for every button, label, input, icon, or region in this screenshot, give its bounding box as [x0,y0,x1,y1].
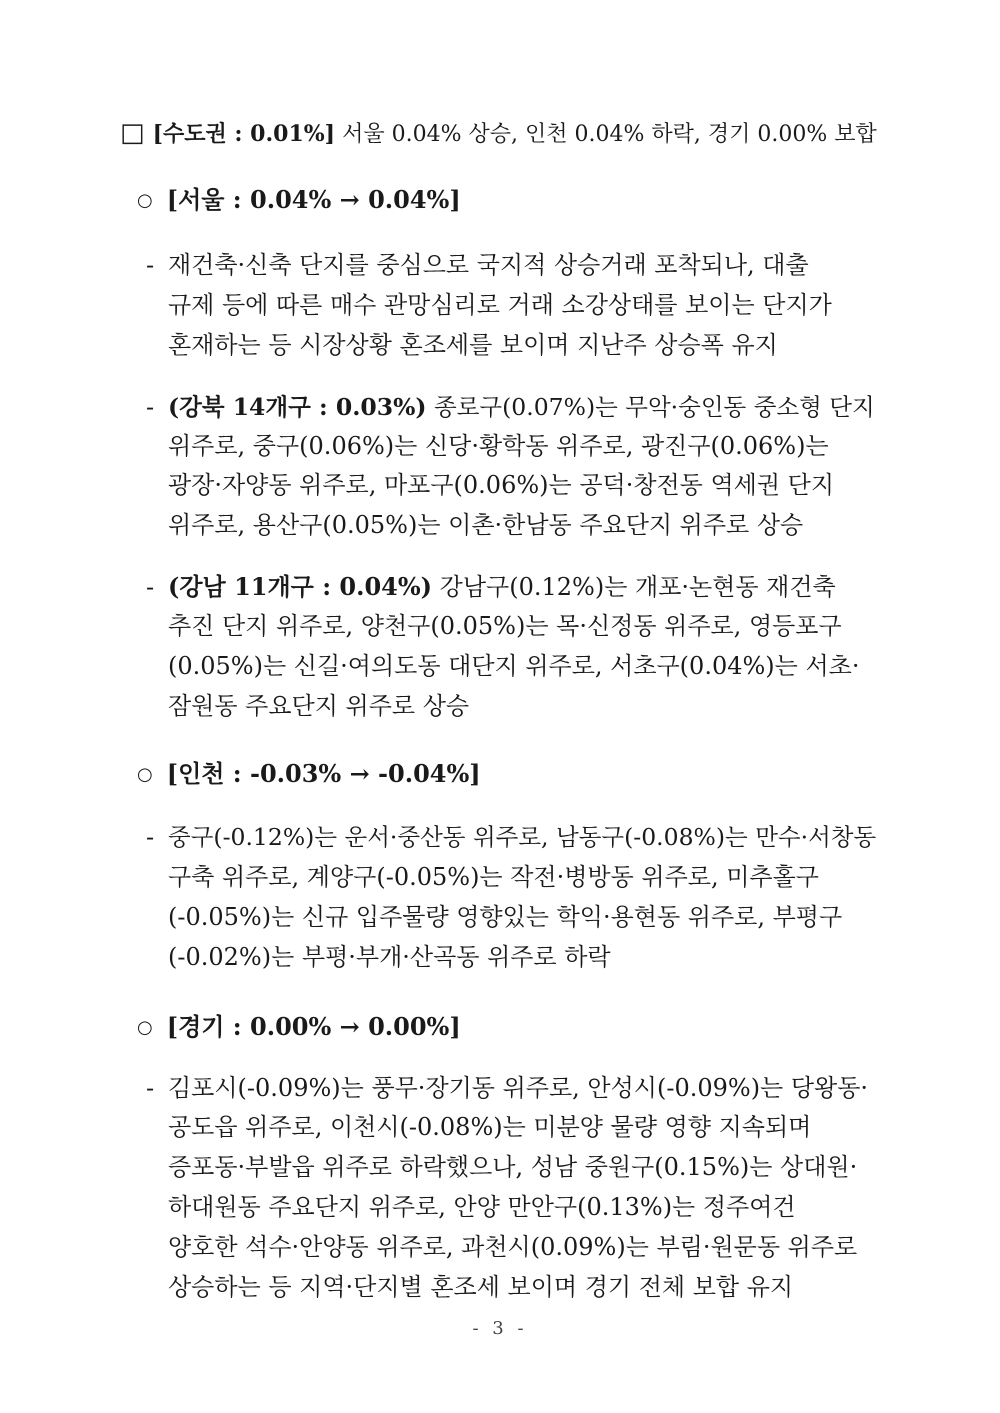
gyeonggi-rate: [경기 : 0.00% → 0.00%] [166,1012,461,1041]
incheon-rate: [인천 : -0.03% → -0.04%] [166,759,481,788]
gyeonggi-line: 공도읍 위주로, 이천시(-0.08%)는 미분양 물량 영향 지속되며 [168,1113,812,1141]
dash-bullet: - [146,393,155,421]
section-heading-capital-area [120,116,877,152]
seoul-summary-line: 규제 등에 따른 매수 관망심리로 거래 소강상태를 보이는 단지가 [168,291,832,319]
gangbuk-line: 위주로, 용산구(0.05%)는 이촌·한남동 주요단지 위주로 상승 [168,511,804,539]
gangnam-rate: (강남 11개구 : 0.04%) [168,572,433,601]
gangnam-line: (0.05%)는 신길·여의도동 대단지 위주로, 서초구(0.04%)는 서초· [168,652,860,680]
gangnam-line: 추진 단지 위주로, 양천구(0.05%)는 목·신정동 위주로, 영등포구 [168,612,842,640]
circle-bullet-icon: ○ [137,190,153,211]
gangbuk-line: 위주로, 중구(0.06%)는 신당·황학동 위주로, 광진구(0.06%)는 [168,432,829,460]
incheon-line: 구축 위주로, 계양구(-0.05%)는 작전·병방동 위주로, 미추홀구 [168,863,819,891]
gangbuk-rate: (강북 14개구 : 0.03%) [168,393,427,421]
dash-bullet: - [146,251,155,279]
gangnam-line: (강남 11개구 : 0.04%) 강남구(0.12%)는 개포·논현동 재건축 [168,572,836,601]
dash-bullet: - [146,573,155,601]
capital-area-rate: [수도권 : 0.01%] [152,121,336,147]
subsection-heading-seoul [137,183,461,220]
incheon-line: (-0.02%)는 부평·부개·산곡동 위주로 하락 [168,943,611,971]
gyeonggi-line: 김포시(-0.09%)는 풍무·장기동 위주로, 안성시(-0.09%)는 당왕동· [168,1074,869,1102]
incheon-line: 중구(-0.12%)는 운서·중산동 위주로, 남동구(-0.08%)는 만수·서창동 [168,823,877,851]
gangnam-line: 잠원동 주요단지 위주로 상승 [168,692,470,720]
page-number: - 3 - [472,1318,528,1339]
subsection-heading-gyeonggi [137,1010,461,1047]
seoul-rate: [서울 : 0.04% → 0.04%] [166,185,461,214]
gyeonggi-line: 상승하는 등 지역·단지별 혼조세 보이며 경기 전체 보합 유지 [168,1273,794,1301]
gyeonggi-line: 하대원동 주요단지 위주로, 안양 만안구(0.13%)는 정주여건 [168,1193,796,1221]
gyeonggi-line: 양호한 석수·안양동 위주로, 과천시(0.09%)는 부림·원문동 위주로 [168,1233,858,1261]
dash-bullet: - [146,1074,155,1102]
subsection-heading-incheon [137,757,481,794]
seoul-summary-line: 재건축·신축 단지를 중심으로 국지적 상승거래 포착되나, 대출 [168,251,809,279]
square-bullet-icon: □ [120,118,145,148]
gangbuk-line: 광장·자양동 위주로, 마포구(0.06%)는 공덕·창전동 역세권 단지 [168,471,835,499]
dash-bullet: - [146,823,155,851]
circle-bullet-icon: ○ [137,1017,153,1038]
incheon-line: (-0.05%)는 신규 입주물량 영향있는 학익·용현동 위주로, 부평구 [168,903,843,931]
seoul-summary-line: 혼재하는 등 시장상황 혼조세를 보이며 지난주 상승폭 유지 [168,331,778,359]
gangbuk-line: (강북 14개구 : 0.03%) 종로구(0.07%)는 무악·숭인동 중소형 단지 [168,393,875,421]
circle-bullet-icon: ○ [137,764,153,785]
capital-area-summary: 서울 0.04% 상승, 인천 0.04% 하락, 경기 0.00% 보합 [342,122,877,147]
gyeonggi-line: 증포동·부발읍 위주로 하락했으나, 성남 중원구(0.15%)는 상대원· [168,1153,858,1181]
